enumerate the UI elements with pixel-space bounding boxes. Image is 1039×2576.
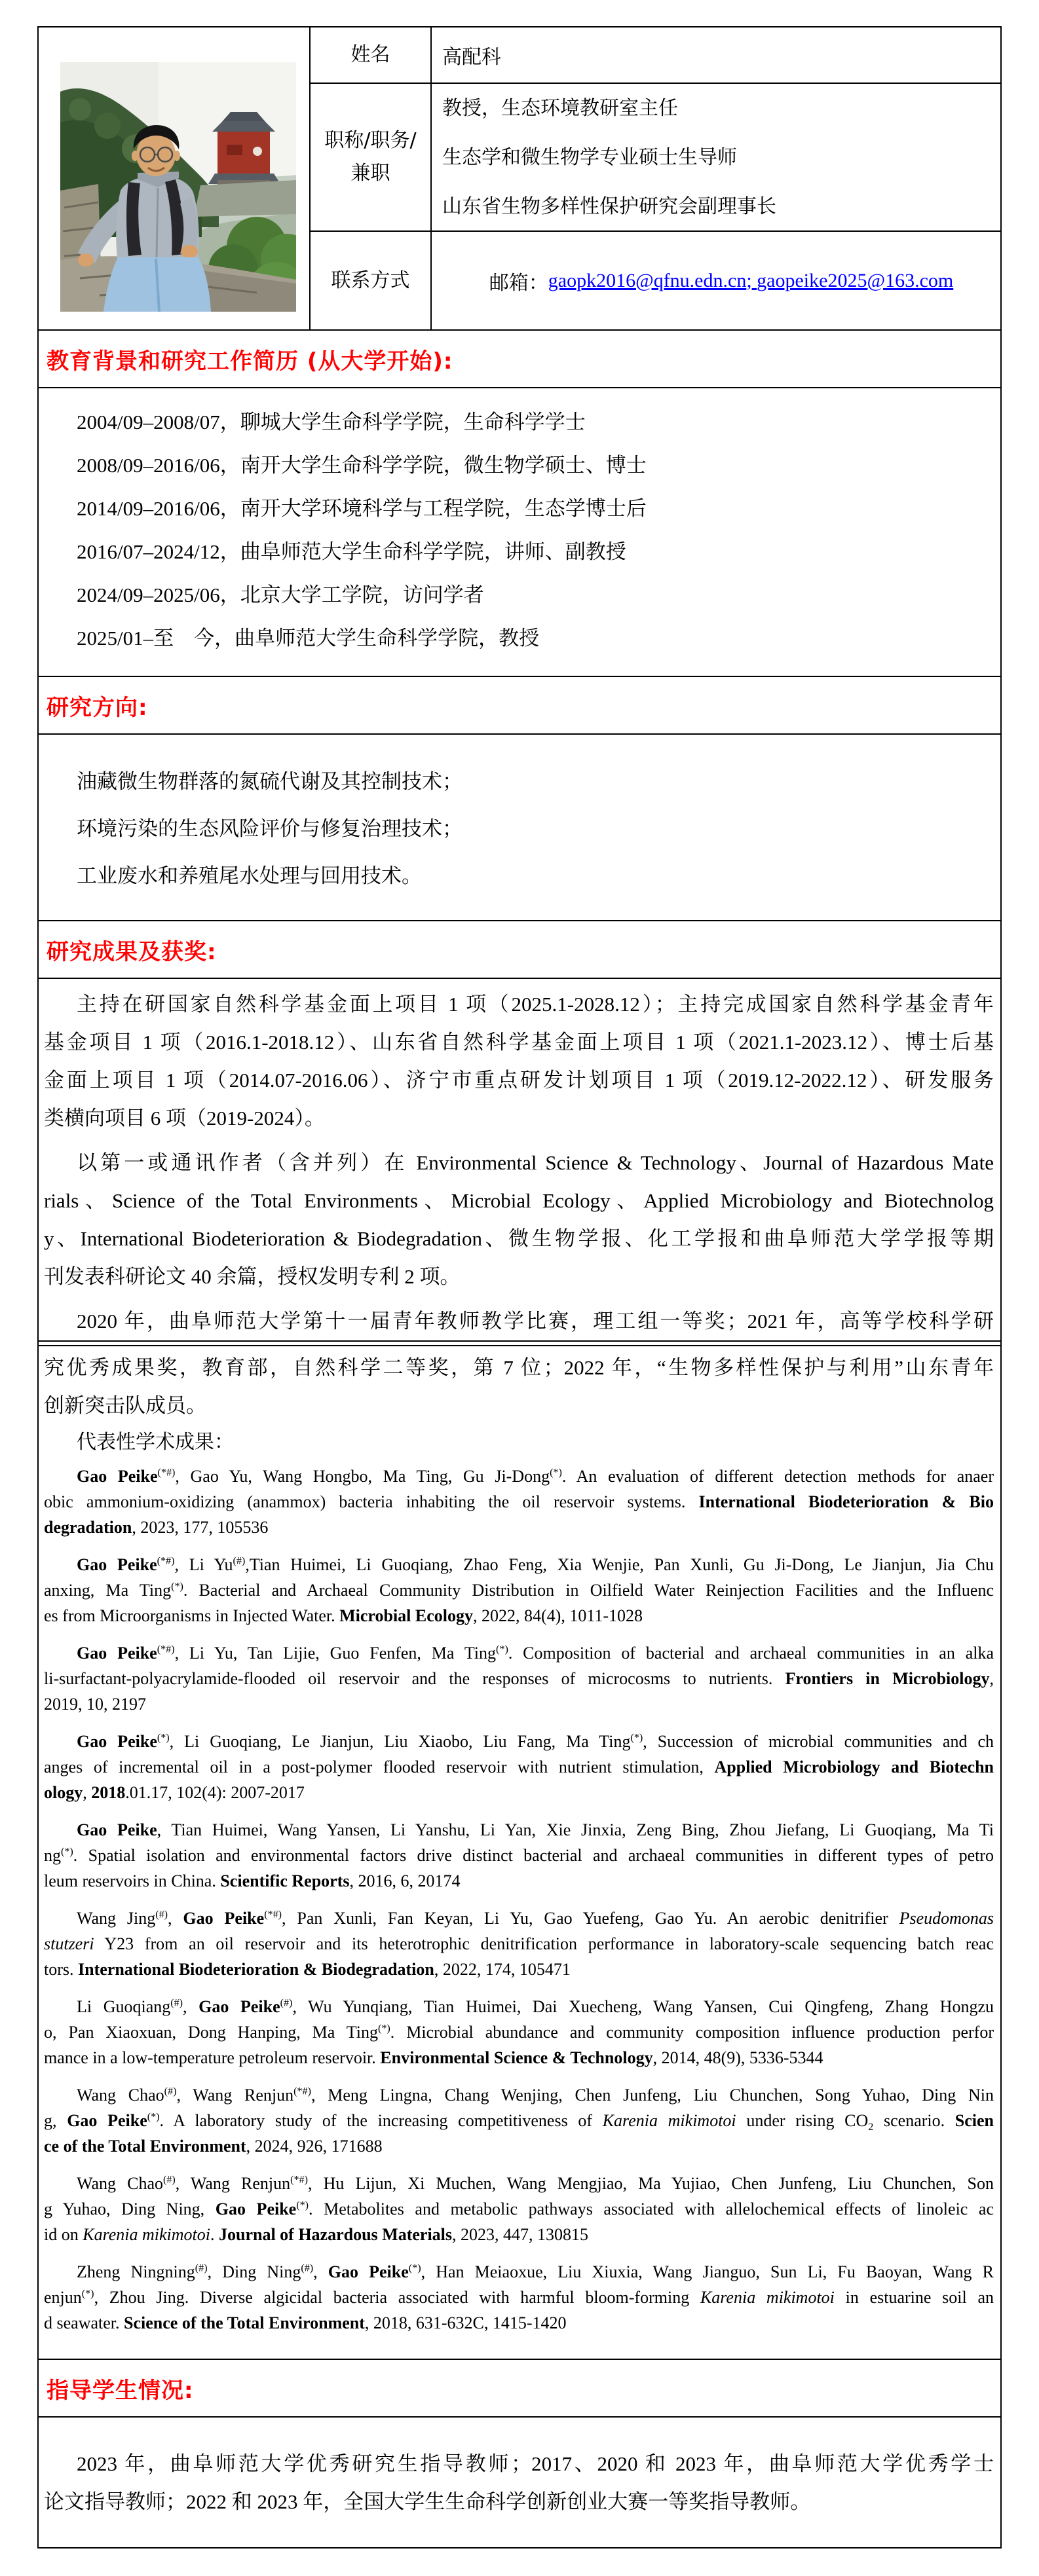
text-line: 环境污染的生态风险评价与修复治理技术； [77,817,463,840]
text-line: 2020 年，曲阜师范大学第十一届青年教师教学比赛，理工组一等奖；2021 年，高等学校科学研 [77,1310,994,1333]
name-label: 姓名 [311,28,432,83]
publication-item [44,1817,994,1894]
directions-content [37,733,1002,921]
students-header: 指导学生情况: [47,2377,194,2404]
directions-header-row [37,676,1002,735]
text-line: 生态学和微生物学专业硕士生导师 [442,145,737,169]
publication-line: anxing, Ma Ting(*). Bacterial and Archaeal Community Distribution in Oilfield Water Reinjection Facilities and the Influenc [44,1581,994,1600]
publication-line: Li Guoqiang(#), Gao Peike(#), Wu Yunqiang, Tian Huimei, Dai Xuecheng, Wang Yansen, Cui Qingfeng, Zhang Hongzu [77,1997,994,2016]
publication-item [44,2082,994,2159]
achievements-header-row [37,920,1002,979]
publication-line: g Yuhao, Ding Ning, Gao Peike(*). Metabolites and metabolic pathways associated with allelochemical effects of linoleic ac [44,2199,994,2218]
text-line: 2024/09–2025/06，北京大学工学院，访问学者 [77,583,484,606]
text-line: 金面上项目 1 项（2014.07-2016.06）、济宁市重点研发计划项目 1 项（2019.12-2022.12）、研发服务 [44,1069,994,1092]
text-line: 2016/07–2024/12，曲阜师范大学生命科学学院，讲师、副教授 [77,540,626,563]
text-line: 刊发表科研论文 40 余篇，授权发明专利 2 项。 [44,1265,461,1288]
publication-line: Gao Peike(*), Li Guoqiang, Le Jianjun, Liu Xiaobo, Liu Fang, Ma Ting(*), Succession of microbial communities and ch [77,1732,994,1751]
journals-paragraph [44,1144,994,1296]
profile-section [37,26,1002,331]
name-row [311,28,1000,84]
publication-item [44,2171,994,2247]
text-line: 创新突击队成员。 [44,1394,206,1417]
publication-line: enjun(*), Zhou Jing. Diverse algicidal bacteria associated with harmful bloom-forming Karenia mikimotoi in estuarine soil an [44,2288,994,2307]
education-header-row [37,329,1002,388]
students-content [37,2416,1002,2548]
email-link-2[interactable]: gaopeike2025@163.com [757,269,954,291]
text-line: 2023 年，曲阜师范大学优秀研究生指导教师；2017、2020 和 2023 年，曲阜师范大学优秀学士 [77,2452,994,2475]
publication-line: obic ammonium-oxidizing (anammox) bacteria inhabiting the oil reservoir systems. International Biodeterioration & Bio [44,1492,994,1511]
publication-item [44,1729,994,1805]
students-paragraph [44,2445,994,2521]
publication-line: Gao Peike, Tian Huimei, Wang Yansen, Li Yanshu, Li Yan, Xie Jinxia, Zeng Bing, Zhou Jiefang, Li Guoqiang, Ma Ti [77,1820,994,1839]
text-line: 主持在研国家自然科学基金面上项目 1 项（2025.1-2028.12）；主持完成国家自然科学基金青年 [77,993,994,1016]
publication-item [44,1905,994,1982]
publication-line: stutzeri Y23 from an oil reservoir and its heterotrophic denitrification performance in laboratory-scale sequencing batch reac [44,1934,994,1953]
text-line: 教授，生态环境教研室主任 [442,96,678,120]
publication-line: Wang Jing(#), Gao Peike(*#), Pan Xunli, Fan Keyan, Li Yu, Gao Yuefeng, Gao Yu. An aerobic denitrifier Pseudomonas [77,1909,994,1928]
publication-item [44,1463,994,1540]
text-line: 2025/01–至 今，曲阜师范大学生命科学学院，教授 [77,627,540,650]
cv-table [37,26,1002,2548]
publication-line: Zheng Ningning(#), Ding Ning(#), Gao Peike(*), Han Meiaoxue, Liu Xiuxia, Wang Jianguo, Sun Li, Fu Baoyan, Wang R [77,2262,994,2281]
publication-line: 2019, 10, 2197 [44,1695,146,1714]
awards-continued [44,1349,994,1425]
publication-line: d seawater. Science of the Total Environment, 2018, 631-632C, 1415-1420 [44,2313,567,2332]
publication-line: degradation, 2023, 177, 105536 [44,1518,269,1537]
contact-value [432,232,1000,329]
publication-item [44,1994,994,2070]
text-line: 基金项目 1 项（2016.1-2018.12）、山东省自然科学基金面上项目 1 项（2021.1-2023.12）、博士后基 [44,1031,994,1054]
education-content [37,387,1002,677]
publication-line: anges of incremental oil in a post-polymer flooded reservoir with nutrient stimulation, Applied Microbiology and Biotechn [44,1757,994,1776]
directions-header: 研究方向: [47,694,148,721]
text-line: rials、Science of the Total Environments、Microbial Ecology、Applied Microbiology and Biotechnolog [44,1189,994,1212]
title-label [311,84,432,230]
title-label-line2: 兼职 [350,162,390,185]
publication-line: o, Pan Xiaoxuan, Dong Hanping, Ma Ting(*). Microbial abundance and community composition influence production perfor [44,2023,994,2042]
publication-line: id on Karenia mikimotoi. Journal of Hazardous Materials, 2023, 447, 130815 [44,2225,589,2244]
publication-line: Gao Peike(*#), Li Yu, Tan Lijie, Guo Fenfen, Ma Ting(*). Composition of bacterial and archaeal communities in an alka [77,1644,994,1663]
publication-line: Wang Chao(#), Wang Renjun(*#), Meng Lingna, Chang Wenjing, Chen Junfeng, Liu Chunchen, Song Yuhao, Ding Nin [77,2086,994,2105]
publication-item [44,1552,994,1628]
publication-line: Gao Peike(*#), Li Yu(#),Tian Huimei, Li Guoqiang, Zhao Feng, Xia Wenjie, Pan Xunli, Gu Ji-Dong, Le Jianjun, Jia Chu [77,1555,994,1574]
education-header: 教育背景和研究工作简历 (从大学开始): [47,348,453,375]
profile-fields [311,28,1000,329]
publication-line: tors. International Biodeterioration & Biodegradation, 2022, 174, 105471 [44,1960,571,1979]
text-line: 工业废水和养殖尾水处理与回用技术。 [77,864,422,887]
page-break-line [37,1340,1002,1346]
text-line: 论文指导教师；2022 和 2023 年，全国大学生生命科学创新创业大赛一等奖指导教师。 [44,2490,811,2513]
publication-line: ology, 2018.01.17, 102(4): 2007-2017 [44,1783,305,1802]
publication-line: es from Microorganisms in Injected Water. Microbial Ecology, 2022, 84(4), 1011-1028 [44,1606,643,1625]
email-prefix: 邮箱： [489,271,548,295]
awards-paragraph [44,1302,994,1425]
funding-paragraph [44,985,994,1137]
text-line: 山东省生物多样性保护研究会副理事长 [442,194,776,218]
email-separator: ; [746,269,757,291]
photo-cell [39,28,311,329]
publication-line: ng(*). Spatial isolation and environmental factors drive distinct bacterial and archaeal communities in different types of petro [44,1846,994,1865]
students-header-row [37,2359,1002,2418]
contact-row [311,232,1000,329]
profile-photo [60,62,296,312]
publication-line: Gao Peike(*#), Gao Yu, Wang Hongbo, Ma Ting, Gu Ji-Dong(*). An evaluation of different detection methods for anaer [77,1467,994,1486]
text-line: 以第一或通讯作者（含并列）在 Environmental Science & Technology、Journal of Hazardous Mate [77,1151,994,1174]
publication-line: Wang Chao(#), Wang Renjun(*#), Hu Lijun, Xi Muchen, Wang Mengjiao, Ma Yujiao, Chen Junfeng, Liu Chunchen, Son [77,2174,994,2193]
text-line: 究优秀成果奖，教育部，自然科学二等奖，第 7 位；2022 年，“生物多样性保护与利用”山东青年 [44,1356,994,1379]
publication-line: li-surfactant-polyacrylamide-flooded oil reservoir and the responses of microcosms to nutrients. Frontiers in Microbiology, [44,1669,994,1688]
publication-line: g, Gao Peike(*). A laboratory study of the increasing competitiveness of Karenia mikimotoi under rising $CO_2$ scenario. Scien [44,2111,994,2133]
publications-heading: 代表性学术成果： [77,1431,234,1453]
achievements-content [37,978,1002,2360]
text-line: 2004/09–2008/07，聊城大学生命科学学院，生命科学学士 [77,411,586,433]
text-line: 2014/09–2016/06，南开大学环境科学与工程学院，生态学博士后 [77,497,647,520]
title-row [311,84,1000,232]
publication-item [44,2259,994,2336]
title-values [432,84,1000,230]
achievements-header: 研究成果及获奖: [47,938,217,965]
publication-line: ce of the Total Environment, 2024, 926, 171688 [44,2137,383,2156]
text-line: 2008/09–2016/06，南开大学生命科学学院，微生物学硕士、博士 [77,454,647,477]
text-line: 类横向项目 6 项（2019-2024）。 [44,1107,325,1130]
text-line: y、International Biodeterioration & Biodegradation、微生物学报、化工学报和曲阜师范大学学报等期 [44,1227,994,1250]
title-label-line1: 职称/职务/ [324,129,417,152]
publication-item [44,1640,994,1717]
publication-line: mance in a low-temperature petroleum reservoir. Environmental Science & Technology, 2014, 48(9), 5336-5344 [44,2048,823,2067]
name-value: 高配科 [442,46,501,69]
email-link-1[interactable]: gaopk2016@qfnu.edn.cn [548,269,747,291]
contact-label: 联系方式 [311,232,432,329]
text-line: 油藏微生物群落的氮硫代谢及其控制技术； [77,770,463,793]
publication-line: leum reservoirs in China. Scientific Reports, 2016, 6, 20174 [44,1871,461,1890]
publications-list [44,1463,994,2336]
